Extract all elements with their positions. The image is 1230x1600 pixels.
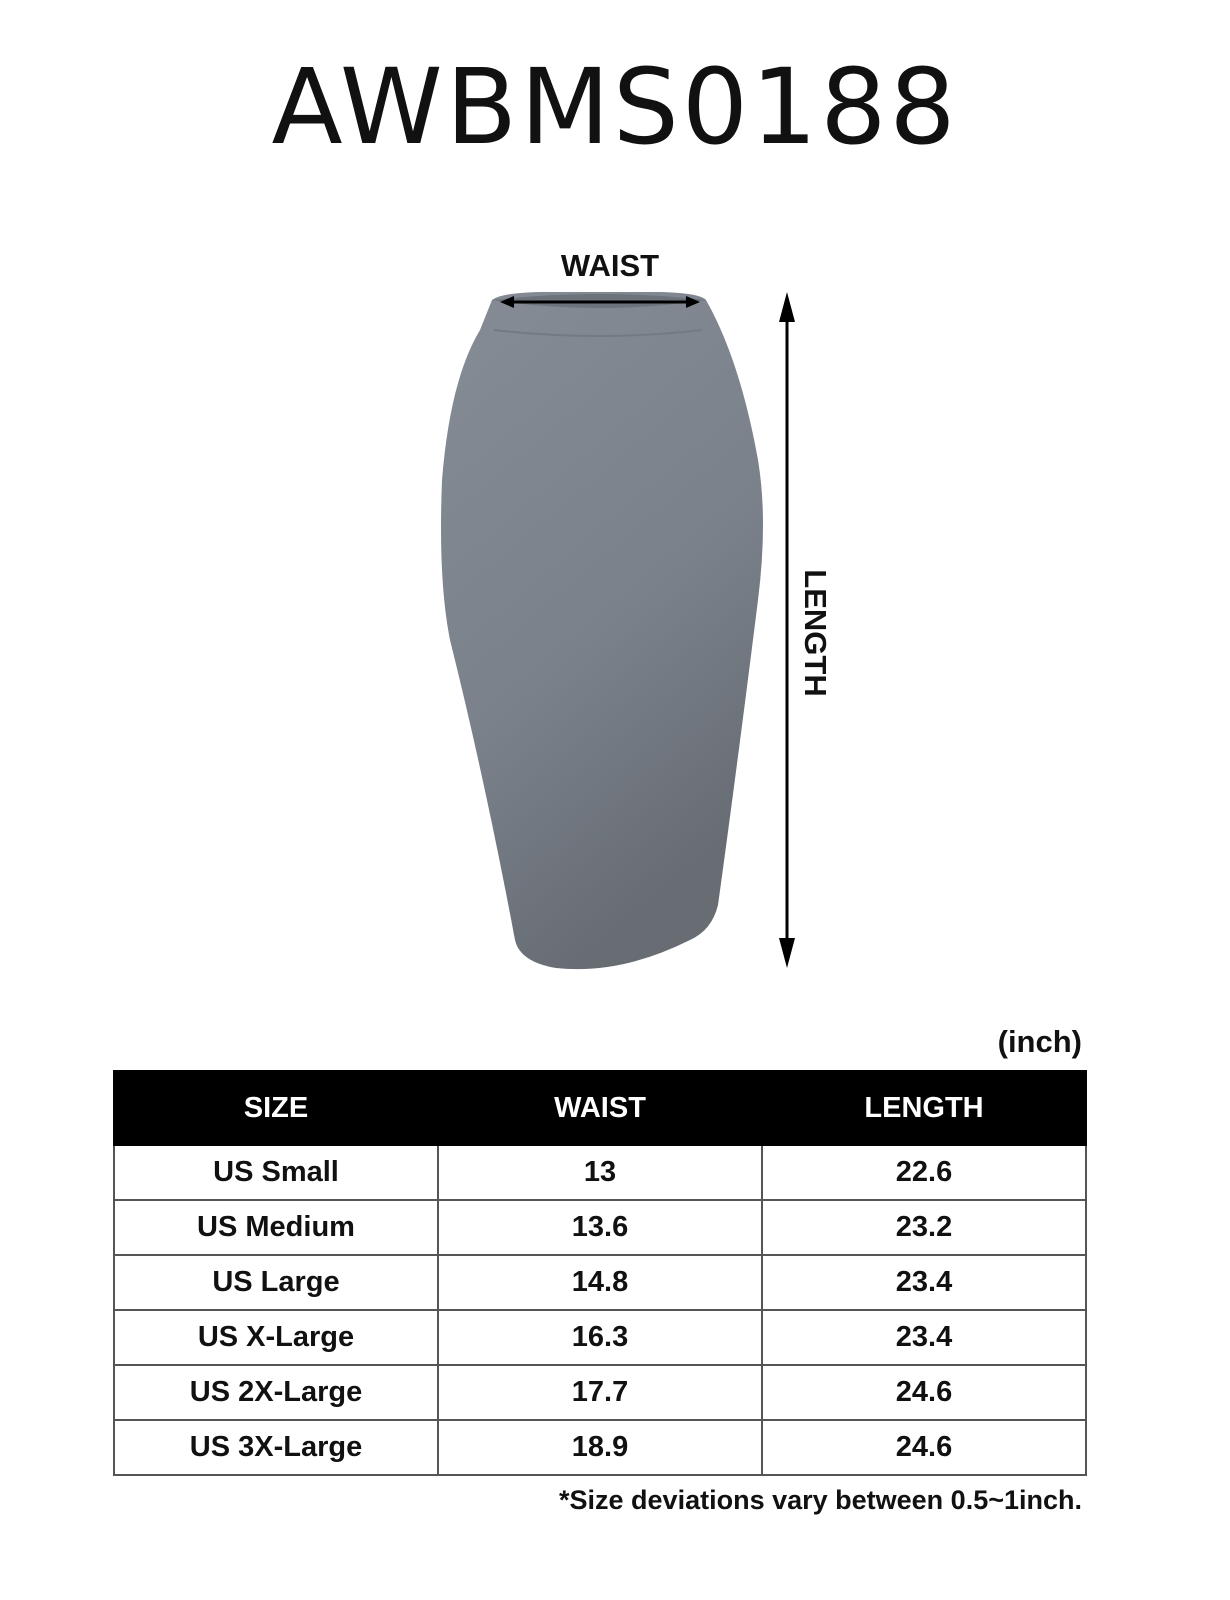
size-chart-table	[113, 1070, 1087, 1476]
length-measure-label: LENGTH	[798, 569, 833, 697]
cell-size: US 3X-Large	[114, 1420, 438, 1475]
table-row	[114, 1200, 1086, 1255]
skirt-illustration	[441, 292, 763, 969]
table-header-row	[114, 1071, 1086, 1145]
cell-length: 23.4	[762, 1310, 1086, 1365]
length-arrow	[779, 292, 795, 968]
header-length: LENGTH	[762, 1071, 1086, 1145]
table-row	[114, 1255, 1086, 1310]
cell-length: 23.2	[762, 1200, 1086, 1255]
cell-waist: 13.6	[438, 1200, 762, 1255]
product-code-title: AWBMS0188	[271, 46, 959, 168]
cell-waist: 13	[438, 1145, 762, 1200]
header-size: SIZE	[114, 1071, 438, 1145]
cell-size: US Small	[114, 1145, 438, 1200]
waist-measure-label: WAIST	[560, 248, 660, 283]
table-row	[114, 1420, 1086, 1475]
cell-waist: 16.3	[438, 1310, 762, 1365]
cell-size: US 2X-Large	[114, 1365, 438, 1420]
cell-size: US Large	[114, 1255, 438, 1310]
header-waist: WAIST	[438, 1071, 762, 1145]
skirt-diagram	[0, 240, 1230, 1000]
table-row	[114, 1365, 1086, 1420]
cell-waist: 17.7	[438, 1365, 762, 1420]
table-row	[114, 1145, 1086, 1200]
size-deviation-note: *Size deviations vary between 0.5~1inch.	[559, 1485, 1082, 1515]
cell-length: 24.6	[762, 1365, 1086, 1420]
cell-length: 22.6	[762, 1145, 1086, 1200]
cell-size: US X-Large	[114, 1310, 438, 1365]
cell-length: 23.4	[762, 1255, 1086, 1310]
cell-waist: 14.8	[438, 1255, 762, 1310]
unit-label: (inch)	[997, 1024, 1082, 1059]
cell-waist: 18.9	[438, 1420, 762, 1475]
cell-size: US Medium	[114, 1200, 438, 1255]
table-row	[114, 1310, 1086, 1365]
cell-length: 24.6	[762, 1420, 1086, 1475]
